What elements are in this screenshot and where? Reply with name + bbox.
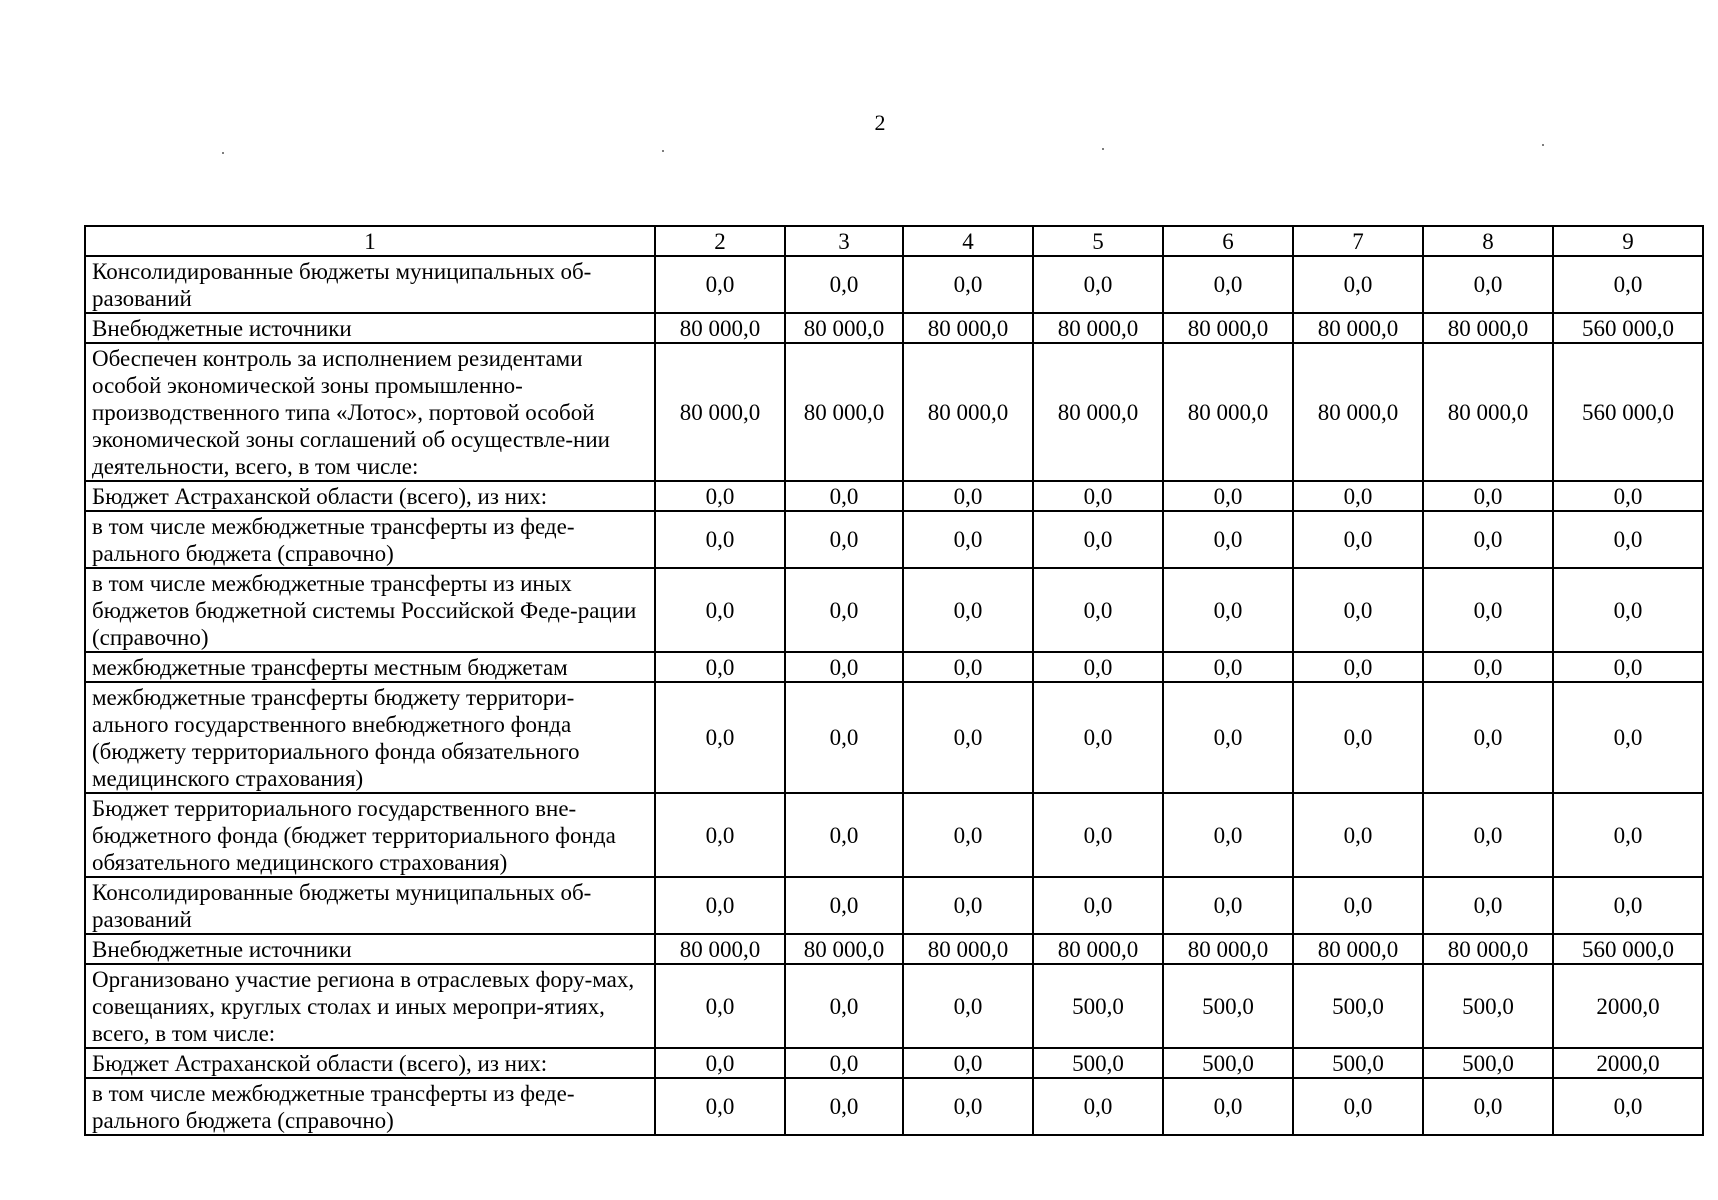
value-cell: 0,0 bbox=[1293, 481, 1423, 511]
row-label: Консолидированные бюджеты муниципальных об-разований bbox=[85, 877, 655, 934]
value-cell: 500,0 bbox=[1033, 964, 1163, 1048]
value-cell: 0,0 bbox=[1163, 511, 1293, 568]
value-cell: 80 000,0 bbox=[1293, 934, 1423, 964]
value-cell: 0,0 bbox=[1163, 877, 1293, 934]
value-cell: 0,0 bbox=[1033, 511, 1163, 568]
value-cell: 80 000,0 bbox=[1033, 313, 1163, 343]
value-cell: 80 000,0 bbox=[1163, 313, 1293, 343]
value-cell: 80 000,0 bbox=[785, 343, 903, 481]
value-cell: 0,0 bbox=[1033, 682, 1163, 793]
value-cell: 0,0 bbox=[785, 481, 903, 511]
value-cell: 0,0 bbox=[903, 964, 1033, 1048]
value-cell: 0,0 bbox=[903, 481, 1033, 511]
value-cell: 2000,0 bbox=[1553, 964, 1703, 1048]
value-cell: 0,0 bbox=[1293, 256, 1423, 313]
value-cell: 560 000,0 bbox=[1553, 343, 1703, 481]
row-label: в том числе межбюджетные трансферты из феде-рального бюджета (справочно) bbox=[85, 1078, 655, 1135]
value-cell: 0,0 bbox=[1163, 568, 1293, 652]
value-cell: 0,0 bbox=[655, 964, 785, 1048]
value-cell: 0,0 bbox=[1293, 511, 1423, 568]
value-cell: 0,0 bbox=[785, 256, 903, 313]
value-cell: 0,0 bbox=[1553, 652, 1703, 682]
table-row bbox=[85, 934, 1703, 964]
value-cell: 0,0 bbox=[655, 682, 785, 793]
value-cell: 2000,0 bbox=[1553, 1048, 1703, 1078]
row-label: Внебюджетные источники bbox=[85, 313, 655, 343]
column-header-4: 4 bbox=[903, 226, 1033, 256]
value-cell: 0,0 bbox=[785, 511, 903, 568]
value-cell: 0,0 bbox=[1423, 877, 1553, 934]
value-cell: 500,0 bbox=[1423, 964, 1553, 1048]
row-label: Обеспечен контроль за исполнением резидентами особой экономической зоны промышленно-производственного типа «Лотос», портовой особой экономической зоны соглашений об осуществле-нии деятельности, всего, в том числе: bbox=[85, 343, 655, 481]
table-row bbox=[85, 256, 1703, 313]
value-cell: 0,0 bbox=[1553, 256, 1703, 313]
value-cell: 0,0 bbox=[1293, 652, 1423, 682]
table-row bbox=[85, 793, 1703, 877]
value-cell: 0,0 bbox=[1293, 682, 1423, 793]
value-cell: 0,0 bbox=[903, 652, 1033, 682]
value-cell: 0,0 bbox=[655, 568, 785, 652]
scan-speck bbox=[222, 152, 224, 154]
value-cell: 80 000,0 bbox=[903, 934, 1033, 964]
value-cell: 0,0 bbox=[1033, 256, 1163, 313]
value-cell: 0,0 bbox=[1423, 568, 1553, 652]
row-label: Внебюджетные источники bbox=[85, 934, 655, 964]
value-cell: 0,0 bbox=[1553, 682, 1703, 793]
row-label: в том числе межбюджетные трансферты из феде-рального бюджета (справочно) bbox=[85, 511, 655, 568]
column-header-5: 5 bbox=[1033, 226, 1163, 256]
scan-speck bbox=[1542, 144, 1544, 146]
row-label: Консолидированные бюджеты муниципальных об-разований bbox=[85, 256, 655, 313]
value-cell: 0,0 bbox=[785, 964, 903, 1048]
table-row bbox=[85, 877, 1703, 934]
row-label: в том числе межбюджетные трансферты из иных бюджетов бюджетной системы Российской Феде-рации (справочно) bbox=[85, 568, 655, 652]
value-cell: 0,0 bbox=[785, 1078, 903, 1135]
value-cell: 0,0 bbox=[655, 877, 785, 934]
value-cell: 0,0 bbox=[1423, 652, 1553, 682]
value-cell: 80 000,0 bbox=[655, 934, 785, 964]
column-header-8: 8 bbox=[1423, 226, 1553, 256]
value-cell: 0,0 bbox=[1423, 682, 1553, 793]
row-label: Бюджет Астраханской области (всего), из них: bbox=[85, 1048, 655, 1078]
value-cell: 0,0 bbox=[1293, 568, 1423, 652]
table-body bbox=[85, 256, 1703, 1135]
value-cell: 0,0 bbox=[785, 568, 903, 652]
value-cell: 80 000,0 bbox=[903, 343, 1033, 481]
value-cell: 80 000,0 bbox=[1293, 313, 1423, 343]
value-cell: 0,0 bbox=[903, 793, 1033, 877]
value-cell: 0,0 bbox=[903, 1048, 1033, 1078]
value-cell: 0,0 bbox=[1553, 877, 1703, 934]
value-cell: 80 000,0 bbox=[785, 313, 903, 343]
value-cell: 500,0 bbox=[1163, 964, 1293, 1048]
value-cell: 80 000,0 bbox=[1423, 313, 1553, 343]
value-cell: 0,0 bbox=[655, 1048, 785, 1078]
value-cell: 0,0 bbox=[655, 793, 785, 877]
value-cell: 80 000,0 bbox=[655, 313, 785, 343]
value-cell: 560 000,0 bbox=[1553, 934, 1703, 964]
value-cell: 0,0 bbox=[1163, 1078, 1293, 1135]
value-cell: 500,0 bbox=[1293, 964, 1423, 1048]
value-cell: 0,0 bbox=[903, 1078, 1033, 1135]
column-header-1: 1 bbox=[85, 226, 655, 256]
value-cell: 0,0 bbox=[1423, 256, 1553, 313]
table-row bbox=[85, 652, 1703, 682]
value-cell: 0,0 bbox=[1553, 568, 1703, 652]
value-cell: 500,0 bbox=[1293, 1048, 1423, 1078]
value-cell: 0,0 bbox=[1033, 481, 1163, 511]
row-label: Бюджет Астраханской области (всего), из них: bbox=[85, 481, 655, 511]
value-cell: 0,0 bbox=[1033, 877, 1163, 934]
value-cell: 560 000,0 bbox=[1553, 313, 1703, 343]
value-cell: 80 000,0 bbox=[785, 934, 903, 964]
value-cell: 0,0 bbox=[1163, 481, 1293, 511]
header-row bbox=[85, 226, 1703, 256]
table-row bbox=[85, 568, 1703, 652]
value-cell: 0,0 bbox=[903, 256, 1033, 313]
value-cell: 80 000,0 bbox=[1423, 934, 1553, 964]
column-header-3: 3 bbox=[785, 226, 903, 256]
column-header-6: 6 bbox=[1163, 226, 1293, 256]
value-cell: 0,0 bbox=[1423, 1078, 1553, 1135]
page-number: 2 bbox=[874, 110, 886, 135]
value-cell: 80 000,0 bbox=[1293, 343, 1423, 481]
value-cell: 0,0 bbox=[655, 652, 785, 682]
value-cell: 0,0 bbox=[1033, 652, 1163, 682]
scan-speck bbox=[1102, 148, 1104, 150]
value-cell: 0,0 bbox=[655, 1078, 785, 1135]
value-cell: 0,0 bbox=[785, 652, 903, 682]
value-cell: 0,0 bbox=[655, 511, 785, 568]
scan-speck bbox=[662, 150, 664, 152]
value-cell: 0,0 bbox=[785, 793, 903, 877]
value-cell: 0,0 bbox=[903, 877, 1033, 934]
value-cell: 80 000,0 bbox=[903, 313, 1033, 343]
value-cell: 0,0 bbox=[1293, 793, 1423, 877]
value-cell: 0,0 bbox=[1163, 793, 1293, 877]
value-cell: 80 000,0 bbox=[1033, 343, 1163, 481]
value-cell: 0,0 bbox=[1293, 877, 1423, 934]
value-cell: 0,0 bbox=[1033, 1078, 1163, 1135]
table-row bbox=[85, 481, 1703, 511]
value-cell: 0,0 bbox=[1553, 511, 1703, 568]
value-cell: 0,0 bbox=[1293, 1078, 1423, 1135]
table-row bbox=[85, 511, 1703, 568]
value-cell: 0,0 bbox=[903, 682, 1033, 793]
value-cell: 0,0 bbox=[1163, 256, 1293, 313]
value-cell: 80 000,0 bbox=[1423, 343, 1553, 481]
value-cell: 500,0 bbox=[1033, 1048, 1163, 1078]
value-cell: 500,0 bbox=[1423, 1048, 1553, 1078]
value-cell: 80 000,0 bbox=[1163, 934, 1293, 964]
value-cell: 0,0 bbox=[1423, 511, 1553, 568]
budget-table bbox=[84, 225, 1704, 1136]
value-cell: 0,0 bbox=[1163, 652, 1293, 682]
table-row bbox=[85, 1048, 1703, 1078]
value-cell: 0,0 bbox=[1553, 1078, 1703, 1135]
value-cell: 0,0 bbox=[903, 511, 1033, 568]
table-row bbox=[85, 682, 1703, 793]
value-cell: 0,0 bbox=[785, 877, 903, 934]
table-row bbox=[85, 313, 1703, 343]
table-row bbox=[85, 964, 1703, 1048]
value-cell: 80 000,0 bbox=[1163, 343, 1293, 481]
table-header bbox=[85, 226, 1703, 256]
value-cell: 0,0 bbox=[1423, 481, 1553, 511]
column-header-2: 2 bbox=[655, 226, 785, 256]
value-cell: 0,0 bbox=[655, 256, 785, 313]
value-cell: 0,0 bbox=[1553, 793, 1703, 877]
row-label: Бюджет территориального государственного вне-бюджетного фонда (бюджет территориального фонда обязательного медицинского страхования) bbox=[85, 793, 655, 877]
value-cell: 0,0 bbox=[785, 682, 903, 793]
value-cell: 80 000,0 bbox=[655, 343, 785, 481]
value-cell: 0,0 bbox=[1163, 682, 1293, 793]
value-cell: 0,0 bbox=[1033, 568, 1163, 652]
row-label: межбюджетные трансферты местным бюджетам bbox=[85, 652, 655, 682]
value-cell: 0,0 bbox=[1033, 793, 1163, 877]
value-cell: 0,0 bbox=[785, 1048, 903, 1078]
value-cell: 0,0 bbox=[903, 568, 1033, 652]
row-label: межбюджетные трансферты бюджету территори-ального государственного внебюджетного фонда (бюджету территориального фонда обязательного медицинского страхования) bbox=[85, 682, 655, 793]
table-row bbox=[85, 343, 1703, 481]
column-header-9: 9 bbox=[1553, 226, 1703, 256]
table-row bbox=[85, 1078, 1703, 1135]
value-cell: 500,0 bbox=[1163, 1048, 1293, 1078]
value-cell: 0,0 bbox=[655, 481, 785, 511]
value-cell: 0,0 bbox=[1553, 481, 1703, 511]
column-header-7: 7 bbox=[1293, 226, 1423, 256]
value-cell: 80 000,0 bbox=[1033, 934, 1163, 964]
row-label: Организовано участие региона в отраслевых фору-мах, совещаниях, круглых столах и иных меропри-ятиях, всего, в том числе: bbox=[85, 964, 655, 1048]
value-cell: 0,0 bbox=[1423, 793, 1553, 877]
